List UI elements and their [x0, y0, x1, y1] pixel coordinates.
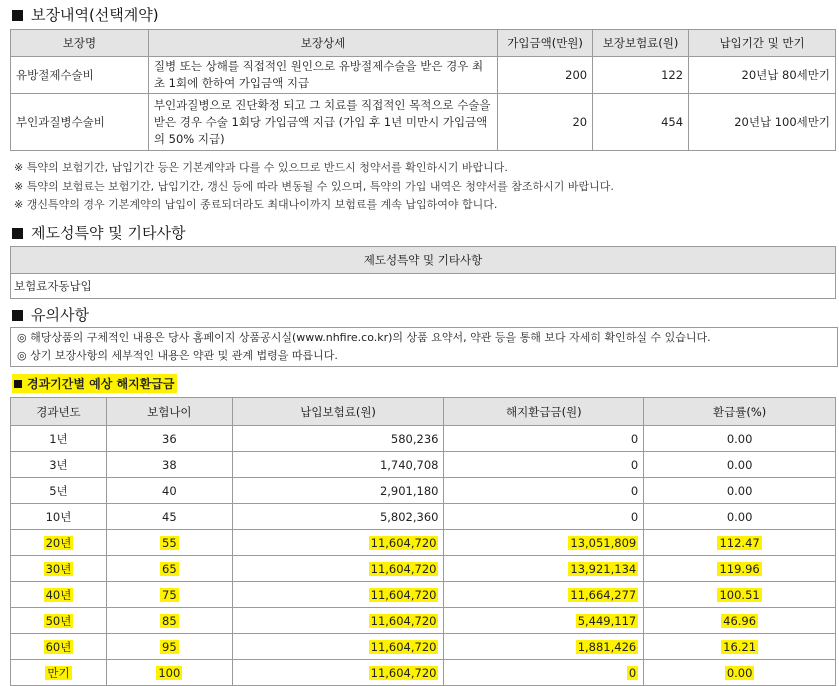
refund-row [11, 478, 836, 504]
refund-amount: 0 [630, 483, 639, 498]
coverage-amount: 200 [498, 57, 593, 94]
refund-age: 36 [162, 431, 177, 446]
refund-paid: 11,604,720 [370, 535, 437, 550]
coverage-row [11, 94, 836, 151]
col-header-premium: 보장보험료(원) [593, 30, 689, 57]
refund-row [11, 608, 836, 634]
coverage-period: 20년납 80세만기 [689, 57, 836, 94]
refund-paid: 1,740,708 [379, 457, 439, 472]
col-header-paid: 납입보험료(원) [232, 398, 444, 426]
refund-age: 65 [162, 561, 177, 576]
refund-amount: 5,449,117 [577, 613, 637, 628]
refund-row [11, 582, 836, 608]
refund-row [11, 634, 836, 660]
caution-line: ◎ 해당상품의 구체적인 내용은 당사 홈페이지 상품공시실(www.nhfire.co.kr)의 상품 요약서, 약관 등을 통해 보다 자세히 확인하실 수 있습니다. [17, 331, 711, 344]
square-bullet-icon [12, 228, 23, 239]
refund-rate: 100.51 [719, 587, 760, 602]
refund-row [11, 556, 836, 582]
refund-year: 20년 [45, 535, 72, 550]
coverage-name: 부인과질병수술비 [11, 94, 149, 151]
refund-year: 30년 [45, 561, 72, 576]
refund-rate: 0.00 [726, 457, 753, 472]
col-header-rate: 환급률(%) [644, 398, 836, 426]
refund-paid: 580,236 [390, 431, 439, 446]
section-coverage-title: 보장내역(선택계약) [12, 4, 159, 25]
note-line: ※ 갱신특약의 경우 기본계약의 납입이 종료되더라도 최대나이까지 보험료를 계속 납입하여야 합니다. [14, 198, 498, 211]
col-header-period: 납입기간 및 만기 [689, 30, 836, 57]
refund-age: 85 [162, 613, 177, 628]
coverage-detail: 질병 또는 상해를 직접적인 원인으로 유방절제수술을 받은 경우 최초 1회에 한하여 가입금액 지급 [148, 57, 497, 94]
rider-header: 제도성특약 및 기타사항 [11, 247, 836, 274]
refund-age: 95 [162, 639, 177, 654]
refund-table-body [11, 426, 836, 686]
col-header-refund: 해지환급금(원) [444, 398, 644, 426]
coverage-table [10, 29, 836, 151]
refund-amount: 0 [630, 457, 639, 472]
notes-block [14, 159, 614, 215]
refund-rate: 0.00 [726, 483, 753, 498]
coverage-premium: 454 [593, 94, 689, 151]
section-refund-title: 경과기간별 예상 해지환급금 [12, 374, 177, 393]
refund-paid: 11,604,720 [370, 639, 437, 654]
refund-paid: 11,604,720 [370, 665, 437, 680]
refund-year: 만기 [47, 665, 70, 680]
refund-rate: 0.00 [726, 431, 753, 446]
col-header-year: 경과년도 [11, 398, 107, 426]
refund-rate: 112.47 [719, 535, 760, 550]
refund-age: 45 [162, 509, 177, 524]
refund-year: 40년 [45, 587, 72, 602]
refund-rate: 0.00 [726, 509, 753, 524]
note-line: ※ 특약의 보험기간, 납입기간 등은 기본계약과 다를 수 있으므로 반드시 청약서를 확인하시기 바랍니다. [14, 161, 508, 174]
refund-paid: 11,604,720 [370, 561, 437, 576]
coverage-detail: 부인과질병으로 진단확정 되고 그 치료를 직접적인 목적으로 수술을 받은 경우 수술 1회당 가입금액 지급 (가입 후 1년 미만시 가입금액의 50% 지급) [148, 94, 497, 151]
coverage-amount: 20 [498, 94, 593, 151]
refund-row [11, 504, 836, 530]
refund-rate: 46.96 [723, 613, 757, 628]
refund-year: 60년 [45, 639, 72, 654]
section-caution-title: 유의사항 [12, 304, 89, 325]
refund-year: 10년 [45, 509, 72, 524]
refund-row [11, 452, 836, 478]
note-line: ※ 특약의 보험료는 보험기간, 납입기간, 갱신 등에 따라 변동될 수 있으며, 특약의 가입 내역은 청약서를 참조하시기 바랍니다. [14, 179, 614, 193]
refund-age: 75 [162, 587, 177, 602]
refund-paid: 2,901,180 [379, 483, 439, 498]
refund-year: 5년 [49, 483, 68, 498]
coverage-premium: 122 [593, 57, 689, 94]
col-header-name: 보장명 [11, 30, 149, 57]
square-bullet-icon [14, 380, 22, 388]
refund-rate: 0.00 [726, 665, 753, 680]
refund-age: 55 [162, 535, 177, 550]
rider-table [10, 246, 836, 299]
rider-value: 보험료자동납입 [11, 274, 836, 299]
refund-amount: 0 [628, 665, 637, 680]
refund-paid: 11,604,720 [370, 613, 437, 628]
refund-year: 1년 [49, 431, 68, 446]
coverage-name: 유방절제수술비 [11, 57, 149, 94]
caution-box [10, 327, 838, 367]
coverage-row [11, 57, 836, 94]
coverage-period: 20년납 100세만기 [689, 94, 836, 151]
refund-age: 40 [162, 483, 177, 498]
refund-amount: 11,664,277 [570, 587, 637, 602]
section-rider-title: 제도성특약 및 기타사항 [12, 222, 185, 243]
col-header-detail: 보장상세 [148, 30, 497, 57]
refund-age: 100 [158, 665, 181, 680]
refund-row [11, 426, 836, 452]
square-bullet-icon [12, 10, 23, 21]
refund-table [10, 397, 836, 686]
refund-row [11, 660, 836, 686]
refund-paid: 5,802,360 [379, 509, 439, 524]
refund-amount: 0 [630, 509, 639, 524]
refund-amount: 0 [630, 431, 639, 446]
refund-amount: 13,051,809 [570, 535, 637, 550]
square-bullet-icon [12, 310, 23, 321]
refund-row [11, 530, 836, 556]
refund-rate: 119.96 [719, 561, 760, 576]
col-header-amount: 가입금액(만원) [498, 30, 593, 57]
refund-year: 50년 [45, 613, 72, 628]
refund-amount: 13,921,134 [570, 561, 637, 576]
col-header-age: 보험나이 [106, 398, 232, 426]
refund-rate: 16.21 [723, 639, 757, 654]
refund-paid: 11,604,720 [370, 587, 437, 602]
refund-amount: 1,881,426 [577, 639, 637, 654]
refund-age: 38 [162, 457, 177, 472]
caution-line: ◎ 상기 보장사항의 세부적인 내용은 약관 및 관계 법령을 따릅니다. [17, 349, 338, 362]
refund-year: 3년 [49, 457, 68, 472]
